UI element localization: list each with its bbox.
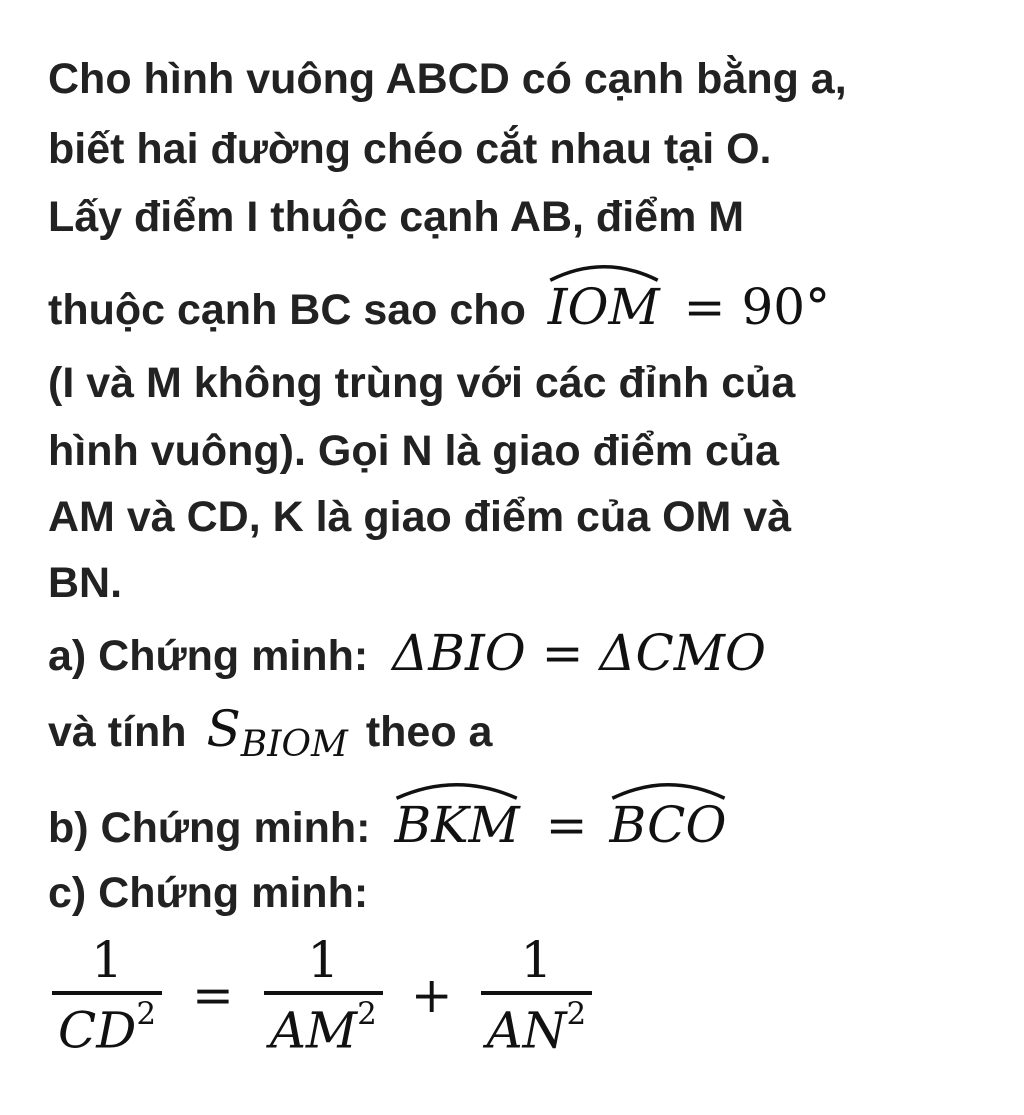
angle-bkm: BKM [394,796,535,854]
fraction-3-numerator: 1 [520,931,553,989]
problem-line-2: biết hai đường chéo cắt nhau tại O. [48,125,772,173]
fraction-3-denominator: $AN^2$ [486,996,587,1060]
angle-hat-icon [394,778,519,801]
problem-line-6: hình vuông). Gọi N là giao điểm của [48,427,780,475]
part-b-equals: = [545,796,588,854]
angle-hat-icon [548,260,660,283]
problem-line-4-text: thuộc cạnh BC sao cho [48,286,526,334]
area-symbol: $S_{BIOM}$ [206,700,348,766]
part-a-line-1 [48,624,766,682]
part-a-label: a) Chứng minh: [48,632,369,680]
problem-line-3: Lấy điểm I thuộc cạnh AB, điểm M [48,193,745,241]
problem-line-1: Cho hình vuông ABCD có cạnh bằng a, [48,55,847,103]
fraction-2-denominator: $AM^2$ [269,996,377,1060]
part-a-line-2 [48,700,493,766]
angle-hat-icon [610,778,727,801]
problem-line-4 [48,278,831,336]
fraction-3 [481,931,593,1060]
fraction-2-numerator: 1 [307,931,340,989]
part-c-label: c) Chứng minh: [48,869,369,917]
fraction-1 [52,931,162,1060]
part-b-line [48,796,727,854]
angle-iom-value: = 90° [683,278,831,336]
angle-iom: IOM [548,278,676,336]
part-a-formula: ΔBIO = ΔCMO [392,624,766,682]
fraction-2 [264,931,383,1060]
part-c-plus: + [410,966,453,1025]
fraction-1-numerator: 1 [91,931,123,989]
fraction-1-denominator: $CD^2$ [58,996,157,1060]
part-b-label: b) Chứng minh: [48,804,371,852]
part-c-equals: = [192,966,234,1025]
part-a-text-suffix: theo a [365,708,493,756]
problem-line-7: AM và CD, K là giao điểm của OM và [48,493,792,541]
part-a-text-prefix: và tính [48,708,187,756]
problem-line-5: (I và M không trùng với các đỉnh của [48,359,796,407]
angle-bco: BCO [610,796,727,854]
part-c-formula [52,931,592,1060]
problem-line-8: BN. [48,559,123,607]
area-subscript: BIOM [240,724,348,766]
